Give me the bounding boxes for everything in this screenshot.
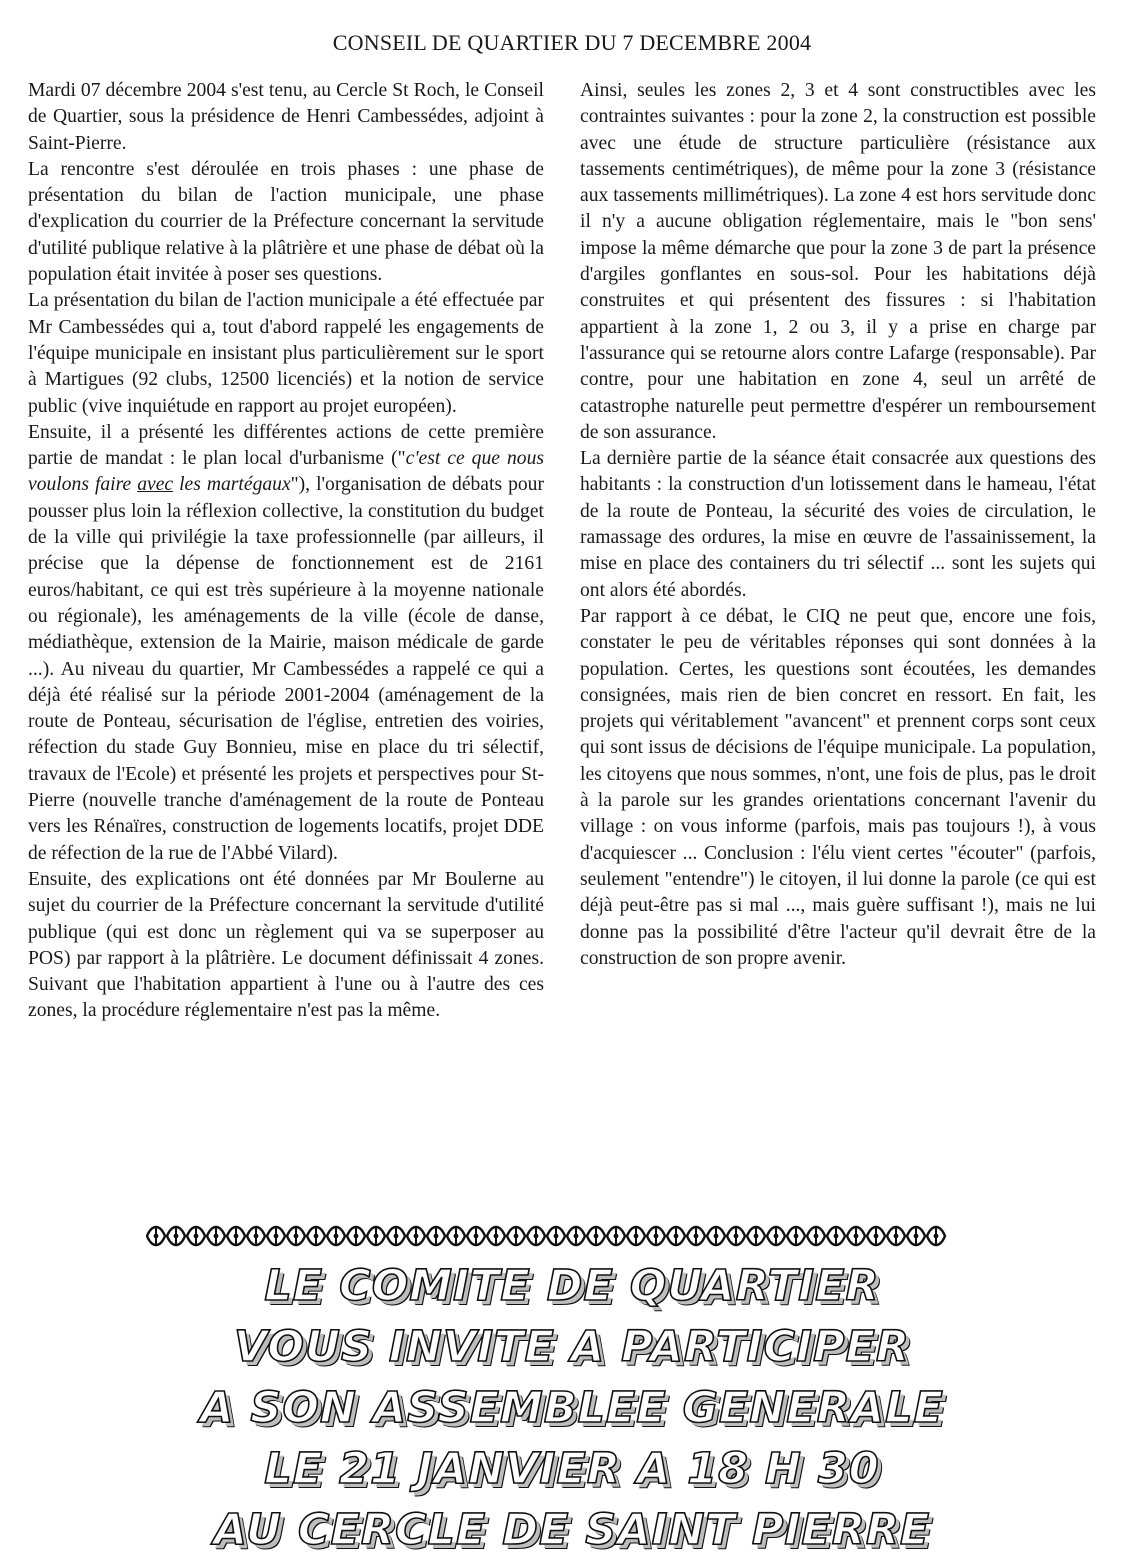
left-column (28, 78, 544, 1025)
ornament-knot (447, 1227, 465, 1245)
ornament-knot (767, 1227, 785, 1245)
assembly-announcement (0, 1256, 1144, 1561)
article-columns (28, 78, 1096, 1025)
ornament-knot (547, 1227, 565, 1245)
ornament-knot (847, 1227, 865, 1245)
ornament-knot (487, 1227, 505, 1245)
ornament-knot (307, 1227, 325, 1245)
ornament-knot (867, 1227, 885, 1245)
banner-line-5: AU CERCLE DE SAINT PIERRE (213, 1505, 931, 1555)
paragraph-bilan: La présentation du bilan de l'action municipale a été effectuée par Mr Cambessédes qui a, tout d'abord rappelé les engagements de l'équipe municipale en insistant plus particulièrement sur le sport à Martigues (92 clubs, 12500 licenciés) et la notion de service public (vive inquiétude en rapport au projet européen). (28, 290, 544, 417)
ornament-knot (887, 1227, 905, 1245)
ornament-knot (687, 1227, 705, 1245)
banner-line-3: A SON ASSEMBLEE GENERALE (200, 1383, 944, 1433)
ornament-knot (787, 1227, 805, 1245)
page-title: CONSEIL DE QUARTIER DU 7 DECEMBRE 2004 (332, 30, 812, 55)
ornament-knot (207, 1227, 225, 1245)
ornament-knot (607, 1227, 625, 1245)
actions-quote-underlined: avec (137, 474, 174, 496)
ornament-knot (527, 1227, 545, 1245)
ornament-knot (427, 1227, 445, 1245)
ornament-knot (827, 1227, 845, 1245)
paragraph-servitude: Ensuite, des explications ont été données par Mr Boulerne au sujet du courrier de la Préfecture concernant la servitude d'utilité publique (qui est donc un règlement qui va se superposer au POS) par rapport à la plâtrière. Le document définissait 4 zones. Suivant que l'habitation appartient à l'une ou à l'autre des ces zones, la procédure réglementaire n'est pas la même. (28, 868, 544, 1022)
ornament-knot (627, 1227, 645, 1245)
ornament-knot (167, 1227, 185, 1245)
ornament-knot (187, 1227, 205, 1245)
ornament-knot (407, 1227, 425, 1245)
paragraph-intro: Mardi 07 décembre 2004 s'est tenu, au Cercle St Roch, le Conseil de Quartier, sous la présidence de Henri Cambessédes, adjoint à Saint-Pierre. (28, 80, 544, 154)
ornament-knot (247, 1227, 265, 1245)
ornament-knot (287, 1227, 305, 1245)
right-column (580, 78, 1096, 1025)
ornament-knot (907, 1227, 925, 1245)
ornament-knot (707, 1227, 725, 1245)
paragraph-zones: Ainsi, seules les zones 2, 3 et 4 sont constructibles avec les contraintes suivantes : pour la zone 2, la construction est possible avec une étude de structure particulière (résistance aux tassements centimétriques), de même pour la zone 3 (résistance aux tassements millimétriques). La zone 4 est hors servitude donc il n'y a aucune obligation réglementaire, mais le "bon sens' impose la même démarche que pour la zone 3 de part la présence d'argiles gonflantes en sous-sol. Pour les habitations déjà construites et qui présentent des fissures : si l'habitation appartient à la zone 1, 2 ou 3, il y a prise en charge par l'assurance qui se retourne alors contre Lafarge (responsable). Par contre, pour une habitation en zone 4, seul un arrêté de catastrophe naturelle peut permettre d'espérer un remboursement de son assurance. (580, 80, 1096, 443)
ornament-knot (467, 1227, 485, 1245)
ornament-knot (267, 1227, 285, 1245)
ornament-knot (747, 1227, 765, 1245)
ornament-knot (587, 1227, 605, 1245)
ornament-knot (647, 1227, 665, 1245)
ornament-knot (667, 1227, 685, 1245)
actions-text-before: Ensuite, il a présenté les différentes actions de cette première partie de mandat : le plan local d'urbanisme (" (28, 421, 544, 470)
ornament-knot (727, 1227, 745, 1245)
paragraph-conclusion: Par rapport à ce débat, le CIQ ne peut que, encore une fois, constater le peu de véritables réponses qui sont données à la population. Certes, les questions sont écoutées, les demandes consignées, mais rien de bien concret en ressort. En fait, les projets qui véritablement "avancent" et prennent corps sont ceux qui sont issus de décisions de l'équipe municipale. La population, les citoyens que nous sommes, n'ont, une fois de plus, pas le droit à la parole sur les grandes orientations concernant l'avenir du village : on vous informe (parfois, mais pas toujours !), à vous d'acquiescer ... Conclusion : l'élu vient certes "écouter" (parfois, seulement "entendre") le citoyen, il lui donne la parole (ce qui est déjà peut-être pas si mal ..., mais guère suffisant !), mais ne lui donne pas la possibilité d'être l'acteur qu'il devrait être de la construction de son propre avenir. (580, 605, 1096, 969)
ornament-knot (807, 1227, 825, 1245)
paragraph-actions (28, 420, 544, 867)
ornament-divider (146, 1222, 954, 1250)
actions-quote: c'est ce que nous voulons faire avec les martégaux (28, 448, 544, 496)
ornament-knot (567, 1227, 585, 1245)
ornament-knot (507, 1227, 525, 1245)
ornament-knot (927, 1227, 945, 1245)
ornament-knot (227, 1227, 245, 1245)
paragraph-questions: La dernière partie de la séance était consacrée aux questions des habitants : la construction d'un lotissement dans le hameau, l'état de la route de Ponteau, la sécurité des voies de circulation, le ramassage des ordures, la mise en œuvre de l'assainissement, la mise en place des containers du tri sélectif ... sont les sujets qui ont alors été abordés. (580, 448, 1096, 601)
actions-text-after: "), l'organisation de débats pour pousser plus loin la réflexion collective, la constitution du budget de la ville qui privilégie la taxe professionnelle (par ailleurs, il précise que la dépense de fonctionnement est de 2161 euros/habitant, ce qui est très supérieure à la moyenne nationale ou régionale), les aménagements de la ville (école de danse, médiathèque, extension de la Mairie, maison médicale de garde ...). Au niveau du quartier, Mr Cambessédes a rappelé ce qui a déjà été réalisé sur la période 2001-2004 (aménagement de la route de Ponteau, sécurisation de l'église, entretien des voiries, réfection du stade Guy Bonnieu, mise en place du tri sélectif, travaux de l'Ecole) et présenté les projets et perspectives pour St-Pierre (nouvelle tranche d'aménagement de la route de Ponteau vers les Rénaïres, construction de logements locatifs, projet DDE de réfection de la rue de l'Abbé Vilard). (28, 474, 544, 864)
ornament-knot (347, 1227, 365, 1245)
paragraph-phases: La rencontre s'est déroulée en trois phases : une phase de présentation du bilan de l'action municipale, une phase d'explication du courrier de la Préfecture concernant la servitude d'utilité publique relative à la plâtrière et une phase de débat où la population était invitée à poser ses questions. (28, 158, 544, 286)
ornament-knot (327, 1227, 345, 1245)
banner-line-1: LE COMITE DE QUARTIER (264, 1261, 880, 1311)
ornament-knot (147, 1227, 165, 1245)
ornament-knot (367, 1227, 385, 1245)
banner-line-2: VOUS INVITE A PARTICIPER (233, 1322, 911, 1372)
ornament-knot (387, 1227, 405, 1245)
banner-line-4: LE 21 JANVIER A 18 H 30 (264, 1444, 880, 1494)
